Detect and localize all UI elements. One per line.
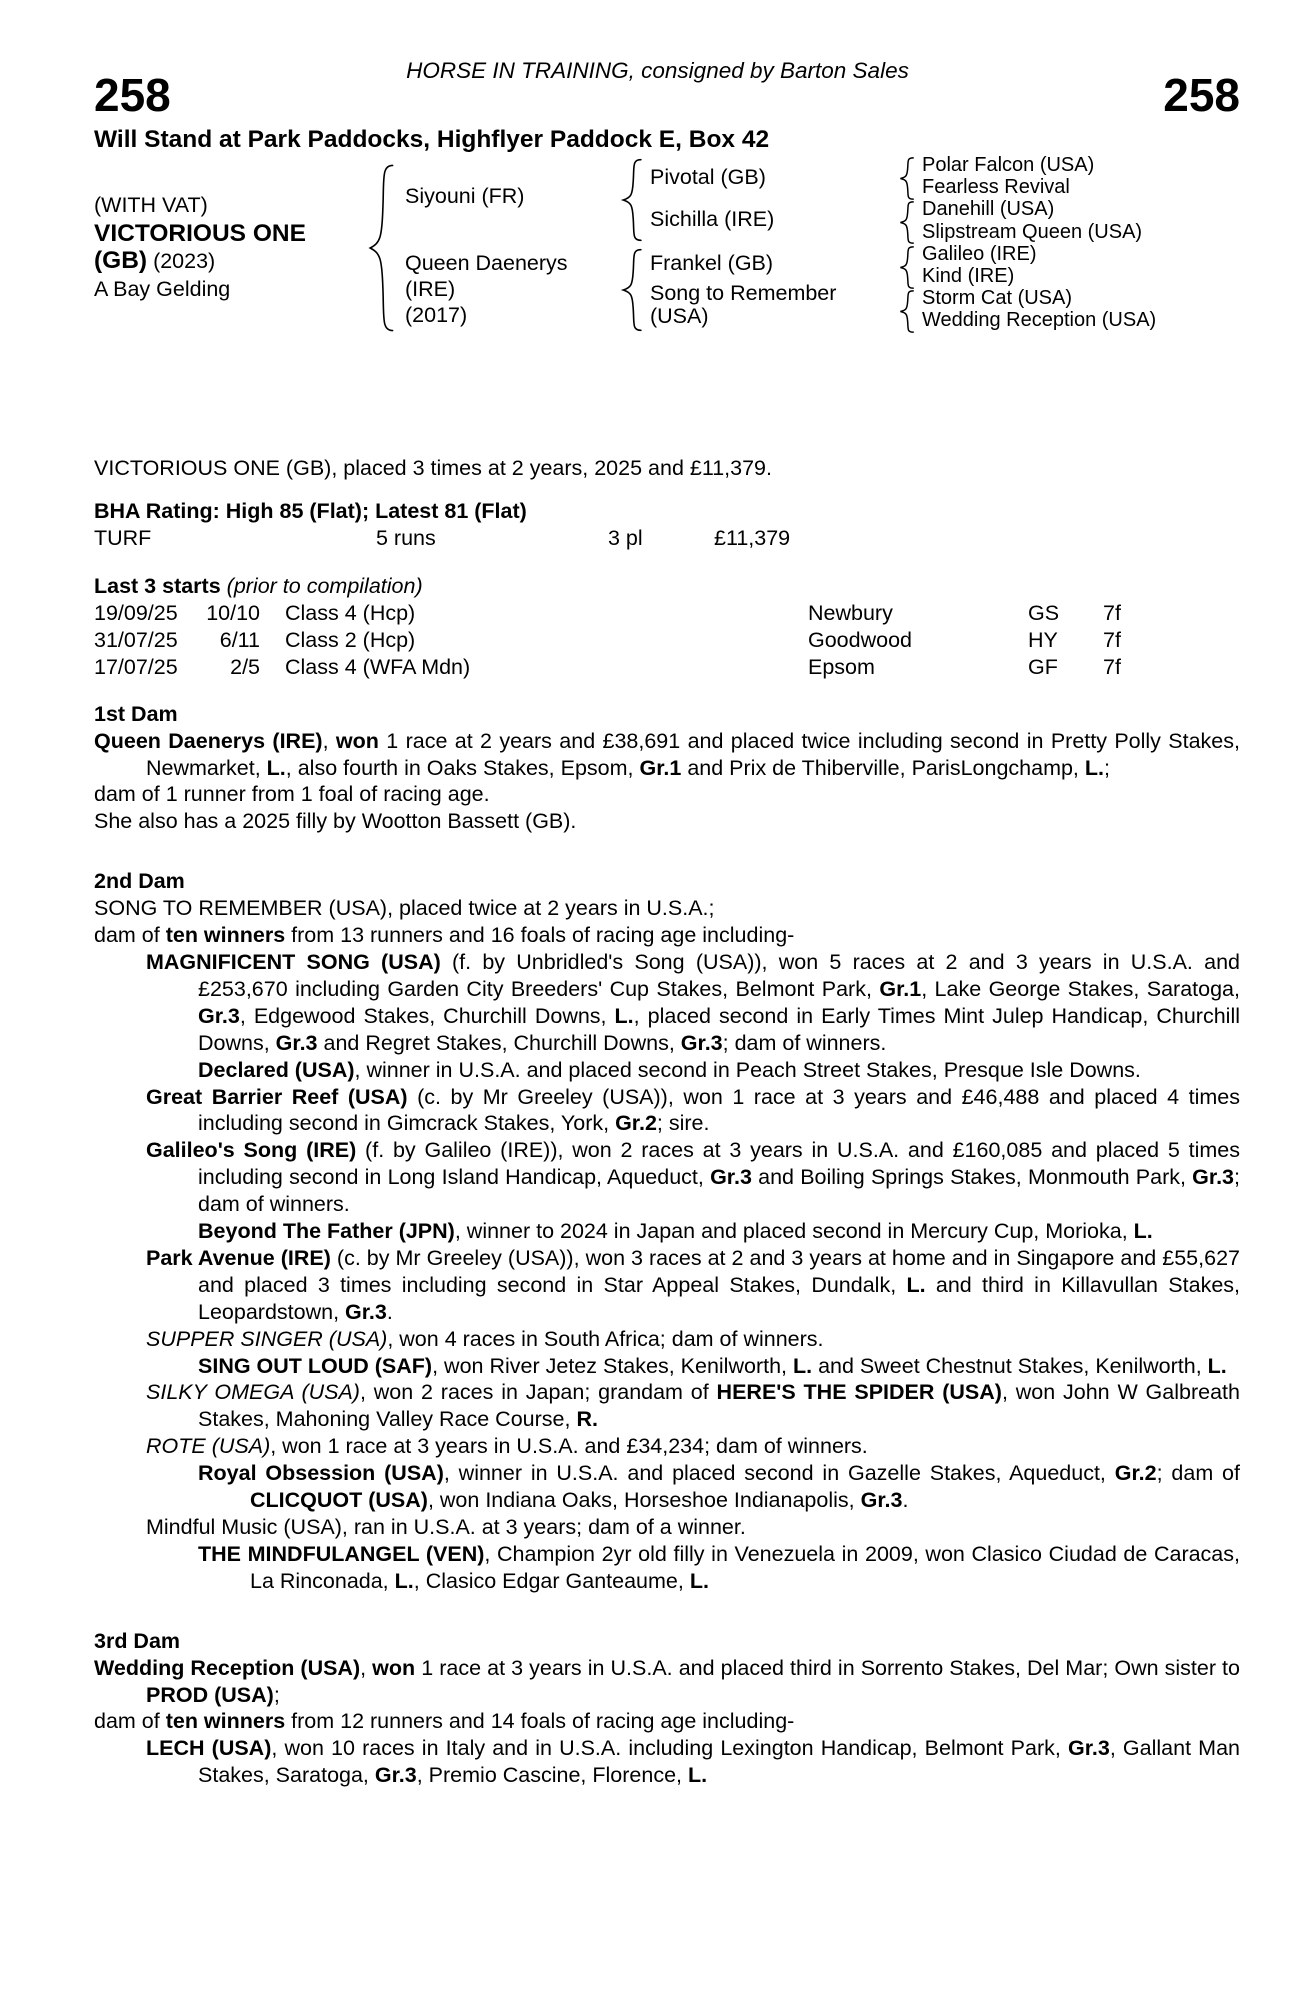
race-course: Goodwood — [808, 627, 912, 652]
catalogue-paragraph — [94, 1084, 1240, 1138]
text-run: L. — [1207, 1353, 1227, 1378]
text-run: dam of — [94, 1709, 166, 1734]
dam-year-line: (2017) — [405, 303, 468, 327]
text-run: , won Indiana Oaks, Horseshoe Indianapolis, — [427, 1488, 861, 1513]
great-grandparent: Slipstream Queen (USA) — [922, 220, 1143, 243]
catalogue-paragraph — [94, 1353, 1240, 1380]
text-run: LECH (USA) — [146, 1736, 272, 1761]
catalogue-paragraph — [94, 922, 1240, 949]
pedigree-tree — [0, 150, 1315, 355]
text-run: L. — [266, 755, 286, 780]
runs-count: 5 runs — [376, 525, 436, 550]
race-distance: 7f — [1103, 627, 1121, 652]
text-run: Gr.3 — [1067, 1736, 1110, 1761]
text-run: , placed second in Early Times Mint Julep Handicap, Churchill Downs, — [198, 1003, 1240, 1055]
text-run: and Boiling Springs Stakes, Monmouth Park, — [751, 1165, 1193, 1190]
text-run: SONG TO REMEMBER (USA), placed twice at 2 years in U.S.A.; — [94, 896, 715, 921]
text-run: Gr.3 — [374, 1763, 417, 1788]
text-run: L. — [1133, 1219, 1153, 1244]
gen3-brace-1 — [898, 157, 914, 200]
great-grandparent: Wedding Reception (USA) — [922, 309, 1157, 332]
catalogue-paragraph — [94, 808, 1240, 835]
text-run: dam of 1 runner from 1 foal of racing age. — [94, 782, 490, 807]
race-going: GS — [1028, 600, 1060, 625]
great-grandparent: Kind (IRE) — [922, 265, 1015, 288]
text-run: L. — [906, 1272, 926, 1297]
text-run: Queen Daenerys (IRE) — [94, 728, 323, 753]
horse-country-suffix: (GB) — [94, 247, 148, 274]
text-run: dam of — [94, 923, 166, 948]
catalogue-paragraph — [94, 1379, 1240, 1433]
race-position: 6/11 — [219, 627, 260, 652]
gen3-brace-2 — [898, 201, 914, 244]
race-course: Newbury — [808, 600, 893, 625]
race-position: 10/10 — [206, 600, 260, 625]
text-run: , Edgewood Stakes, Churchill Downs, — [239, 1003, 615, 1028]
catalogue-paragraph — [94, 1514, 1240, 1541]
text-run: ; — [273, 1682, 280, 1707]
text-run: , Premio Cascine, Florence, — [416, 1763, 688, 1788]
catalogue-paragraph — [94, 1218, 1240, 1245]
horse-name: VICTORIOUS ONE — [94, 219, 306, 247]
text-run: , Champion 2yr old filly in Venezuela in 2009, won Clasico Ciudad de Caracas, La Rinconada, — [250, 1541, 1240, 1593]
text-run: , Lake George Stakes, Saratoga, — [921, 976, 1240, 1001]
dam-name-line: Queen Daenerys — [405, 251, 568, 275]
granddam-paternal: Sichilla (IRE) — [650, 207, 775, 231]
main-text-column — [94, 455, 1240, 1789]
race-date: 17/07/25 — [94, 654, 178, 679]
text-run: Great Barrier Reef (USA) — [146, 1084, 408, 1109]
text-run: , winner in U.S.A. and placed second in Gazelle Stakes, Aqueduct, — [443, 1461, 1115, 1486]
catalogue-paragraph — [94, 1137, 1240, 1218]
text-run: . — [902, 1488, 909, 1513]
granddam-maternal-line2: (USA) — [650, 304, 709, 328]
race-class: Class 4 (Hcp) — [285, 600, 416, 625]
text-run: , — [360, 1655, 373, 1680]
lot-number-left: 258 — [94, 69, 171, 121]
text-run: from 13 runners and 16 foals of racing age including- — [285, 923, 795, 948]
text-run: SILKY OMEGA (USA) — [146, 1380, 360, 1405]
text-run: ; — [1104, 755, 1110, 780]
text-run: ten winners — [165, 1709, 286, 1734]
dam-section-heading: 2nd Dam — [94, 869, 185, 894]
text-run: 1 race at 3 years in U.S.A. and placed third in Sorrento Stakes, Del Mar; Own sister to — [415, 1655, 1240, 1680]
catalogue-paragraph — [94, 728, 1240, 782]
text-run: PROD (USA) — [146, 1682, 274, 1707]
race-course: Epsom — [808, 654, 875, 679]
grandsire-maternal: Frankel (GB) — [650, 251, 774, 275]
earnings-amount: £11,379 — [714, 525, 791, 550]
text-run: , Gallant Man Stakes, Saratoga, — [198, 1736, 1240, 1788]
text-run: Declared (USA) — [198, 1057, 355, 1082]
dam-pair-brace — [620, 248, 642, 332]
last-starts-heading — [94, 573, 1240, 600]
race-going: GF — [1028, 654, 1058, 679]
text-run: L. — [792, 1353, 813, 1378]
text-run: HERE'S THE SPIDER (USA) — [716, 1380, 1002, 1405]
granddam-maternal-line1: Song to Remember — [650, 281, 837, 305]
gen3-brace-4 — [898, 290, 914, 333]
text-run: Beyond The Father (JPN) — [198, 1219, 455, 1244]
catalogue-paragraph — [94, 895, 1240, 922]
text-run: (f. by Galileo (IRE)), won 2 races at 3 years in U.S.A. and £160,085 and placed 5 times including second in Long Island Handicap, Aqueduct, — [198, 1138, 1241, 1190]
catalogue-paragraph — [94, 1057, 1240, 1084]
catalogue-paragraph — [94, 1460, 1240, 1514]
text-run: SING OUT LOUD (SAF) — [198, 1353, 433, 1378]
text-run: Park Avenue (IRE) — [146, 1245, 331, 1270]
text-run: Gr.3 — [680, 1030, 723, 1055]
text-run: R. — [576, 1407, 598, 1432]
text-run: THE MINDFULANGEL (VEN) — [198, 1541, 485, 1566]
catalogue-paragraph — [94, 1326, 1240, 1353]
text-run: Galileo's Song (IRE) — [146, 1138, 357, 1163]
last-starts-label: Last 3 starts — [94, 573, 221, 598]
text-run: (c. by Mr Greeley (USA)), won 3 races at 2 and 3 years at home and in Singapore and £55,627 and placed 3 times including second in Star Appeal Stakes, Dundalk, — [198, 1245, 1240, 1297]
text-run: , won 1 race at 3 years in U.S.A. and £34,234; dam of winners. — [270, 1434, 868, 1459]
dam-section-heading: 3rd Dam — [94, 1628, 181, 1653]
dam-produce-records — [94, 701, 1240, 1789]
catalogue-paragraph — [94, 949, 1240, 1057]
text-run: 1 race at 2 years and £38,691 and placed twice including second in Pretty Polly Stakes, Newmarket, — [146, 728, 1240, 780]
text-run: Gr.3 — [198, 1003, 240, 1028]
text-run: , won 4 races in South Africa; dam of winners. — [387, 1326, 824, 1351]
text-run: Gr.1 — [879, 976, 922, 1001]
text-run: She also has a 2025 filly by Wootton Bassett (GB). — [94, 809, 577, 834]
text-run: and Prix de Thiberville, ParisLongchamp, — [681, 755, 1085, 780]
text-run: L. — [614, 1003, 634, 1028]
placings-count: 3 pl — [608, 525, 643, 550]
text-run: Gr.3 — [275, 1030, 318, 1055]
text-run: L. — [689, 1568, 709, 1593]
text-run: MAGNIFICENT SONG (USA) — [146, 949, 441, 974]
pedigree-subject — [94, 192, 384, 303]
text-run: ; dam of winners. — [198, 1165, 1240, 1217]
text-run: Royal Obsession (USA) — [198, 1461, 444, 1486]
race-record-summary: VICTORIOUS ONE (GB), placed 3 times at 2 years, 2025 and £11,379. — [94, 456, 772, 480]
lot-number-right: 258 — [1163, 69, 1240, 121]
text-run: Wedding Reception (USA) — [94, 1655, 361, 1680]
vat-note: (WITH VAT) — [94, 193, 208, 217]
text-run: L. — [1084, 755, 1104, 780]
dam-name — [405, 250, 568, 328]
text-run: L. — [394, 1568, 414, 1593]
great-grandparents-column — [922, 154, 1156, 332]
text-run: , won 2 races in Japan; grandam of — [359, 1380, 717, 1405]
race-class: Class 4 (WFA Mdn) — [285, 654, 471, 679]
catalogue-paragraph — [94, 1245, 1240, 1326]
text-run: ; dam of — [1156, 1461, 1240, 1486]
race-row — [94, 627, 1240, 654]
great-grandparent: Fearless Revival — [922, 176, 1070, 199]
catalogue-paragraph — [94, 781, 1240, 808]
text-run: Gr.2 — [615, 1111, 657, 1136]
horse-description: A Bay Gelding — [94, 276, 231, 301]
race-position: 2/5 — [230, 654, 260, 679]
grandsire-paternal: Pivotal (GB) — [650, 165, 766, 189]
text-run: , won River Jetez Stakes, Kenilworth, — [432, 1353, 793, 1378]
gen3-brace-3 — [898, 246, 914, 289]
great-grandparent: Polar Falcon (USA) — [922, 154, 1095, 176]
text-run: Gr.3 — [860, 1488, 903, 1513]
granddam-maternal — [650, 282, 836, 328]
race-date: 19/09/25 — [94, 600, 178, 625]
last-starts-note: (prior to compilation) — [226, 573, 423, 598]
text-run: Gr.2 — [1114, 1461, 1157, 1486]
text-run: ; dam of winners. — [722, 1030, 887, 1055]
dam-section-heading: 1st Dam — [94, 701, 178, 726]
text-run: , winner to 2024 in Japan and placed second in Mercury Cup, Morioka, — [454, 1219, 1134, 1244]
surface-label: TURF — [94, 525, 152, 550]
text-run: ROTE (USA) — [146, 1434, 271, 1459]
text-run: and third in Killavullan Stakes, Leopardstown, — [198, 1272, 1241, 1324]
race-class: Class 2 (Hcp) — [285, 627, 416, 652]
text-run: ten winners — [165, 923, 286, 948]
text-run: , also fourth in Oaks Stakes, Epsom, — [285, 755, 640, 780]
text-run: Mindful Music (USA), ran in U.S.A. at 3 years; dam of a winner. — [146, 1515, 746, 1539]
catalogue-paragraph — [94, 1735, 1240, 1789]
great-grandparent: Storm Cat (USA) — [922, 287, 1073, 310]
great-grandparent: Danehill (USA) — [922, 198, 1055, 221]
text-run: CLICQUOT (USA) — [250, 1488, 428, 1513]
text-run: ; sire. — [656, 1111, 710, 1136]
text-run: Gr.3 — [710, 1165, 752, 1190]
catalogue-paragraph — [94, 1708, 1240, 1735]
text-run: Gr.3 — [1192, 1165, 1235, 1190]
great-grandparent: Galileo (IRE) — [922, 242, 1037, 265]
race-distance: 7f — [1103, 654, 1121, 679]
text-run: Gr.1 — [639, 755, 682, 780]
text-run: won — [372, 1655, 416, 1680]
bha-rating-heading: BHA Rating: High 85 (Flat); Latest 81 (Flat) — [94, 498, 527, 523]
race-date: 31/07/25 — [94, 627, 178, 652]
text-run: SUPPER SINGER (USA) — [146, 1326, 388, 1351]
stand-location-line: Will Stand at Park Paddocks, Highflyer Paddock E, Box 42 — [94, 126, 770, 153]
gen1-brace — [366, 162, 394, 334]
page-header-title: HORSE IN TRAINING, consigned by Barton Sales — [406, 58, 909, 83]
text-run: won — [335, 728, 379, 753]
text-run: L. — [687, 1763, 708, 1788]
text-run: , won John W Galbreath Stakes, Mahoning Valley Race Course, — [198, 1380, 1240, 1432]
text-run: Gr.3 — [345, 1299, 387, 1324]
catalogue-paragraph — [94, 1541, 1240, 1595]
race-row — [94, 654, 1240, 681]
text-run: , Clasico Edgar Ganteaume, — [413, 1568, 690, 1593]
catalogue-paragraph — [94, 1655, 1240, 1709]
horse-foaling-year: (2023) — [153, 249, 216, 273]
text-run: (f. by Unbridled's Song (USA)), won 5 races at 2 and 3 years in U.S.A. and £253,670 including Garden City Breeders' Cup Stakes, Belmont Park, — [198, 949, 1240, 1001]
race-distance: 7f — [1103, 600, 1121, 625]
horse-suffix-year — [94, 247, 384, 276]
turf-statistics-row — [94, 525, 1240, 552]
text-run: and Sweet Chestnut Stakes, Kenilworth, — [812, 1353, 1208, 1378]
race-row — [94, 600, 1240, 627]
dam-country-line: (IRE) — [405, 277, 456, 301]
sire-pair-brace — [620, 158, 642, 242]
race-going: HY — [1028, 627, 1058, 652]
text-run: , — [322, 728, 336, 753]
text-run: from 12 runners and 14 foals of racing age including- — [285, 1709, 795, 1734]
text-run: and Regret Stakes, Churchill Downs, — [317, 1030, 681, 1055]
catalogue-paragraph — [94, 1433, 1240, 1460]
sire-name: Siyouni (FR) — [405, 184, 525, 208]
text-run: , winner in U.S.A. and placed second in Peach Street Stakes, Presque Isle Downs. — [354, 1057, 1141, 1082]
text-run: . — [386, 1299, 393, 1324]
text-run: (c. by Mr Greeley (USA)), won 1 race at 3 years and £46,488 and placed 4 times including second in Gimcrack Stakes, York, — [198, 1084, 1240, 1136]
text-run: , won 10 races in Italy and in U.S.A. including Lexington Handicap, Belmont Park, — [271, 1736, 1068, 1761]
